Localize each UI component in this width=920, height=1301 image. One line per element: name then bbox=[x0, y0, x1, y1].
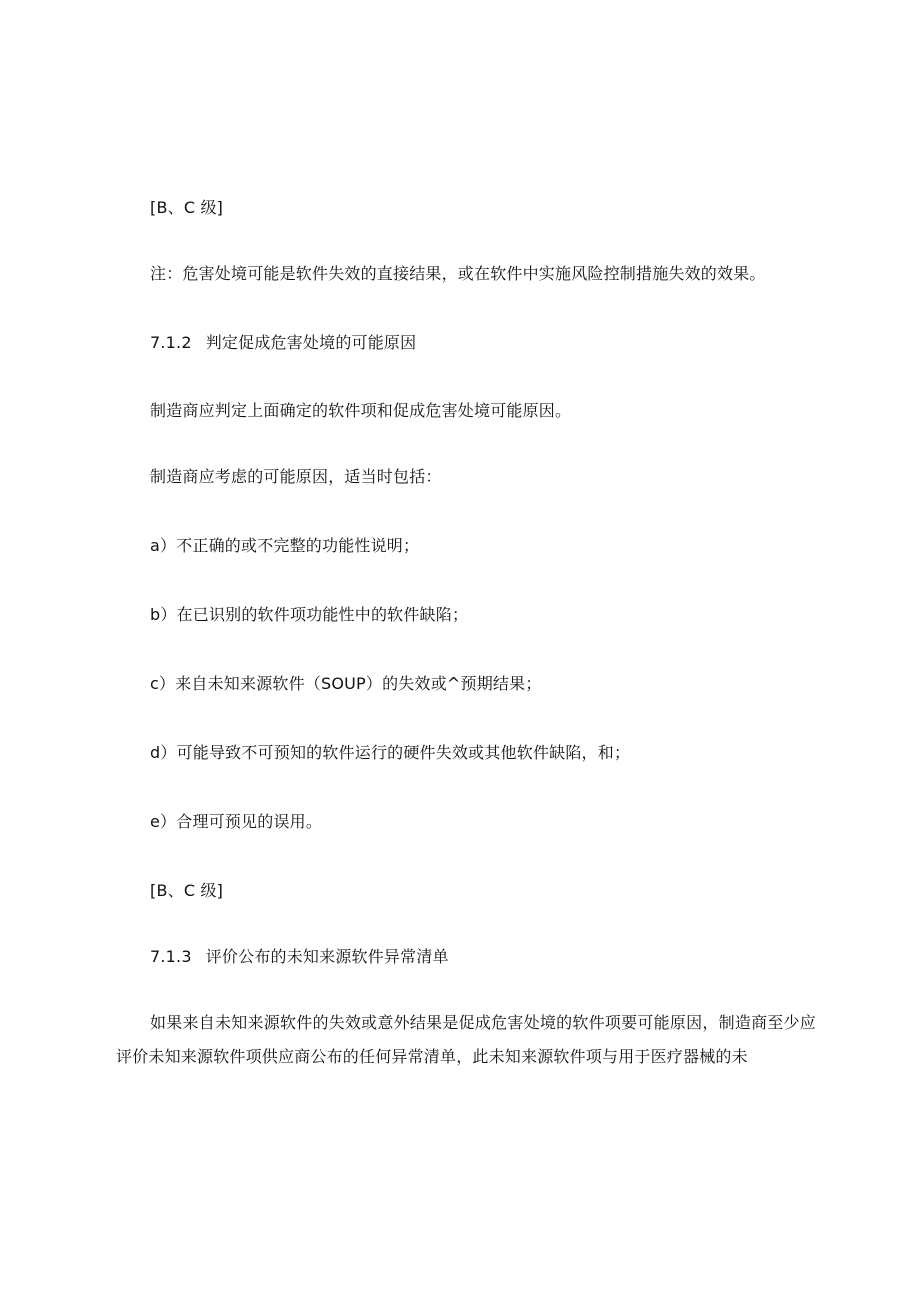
list-item: b）在已识别的软件项功能性中的软件缺陷； bbox=[150, 605, 469, 624]
section-heading-7-1-3 bbox=[150, 947, 449, 967]
grade-label: [B、C 级] bbox=[150, 881, 224, 900]
list-item: e）合理可预见的误用。 bbox=[150, 812, 323, 831]
list-item: c）来自未知来源软件（SOUP）的失效或^预期结果； bbox=[150, 674, 542, 693]
list-item: d）可能导致不可预知的软件运行的硬件失效或其他软件缺陷，和； bbox=[150, 743, 631, 762]
section-number: 7.1.3 bbox=[150, 947, 192, 966]
body-paragraph: 制造商应考虑的可能原因，适当时包括： bbox=[150, 467, 442, 486]
section-heading-7-1-2 bbox=[150, 333, 416, 353]
section-title: 判定促成危害处境的可能原因 bbox=[205, 333, 417, 352]
body-paragraph: 如果来自未知来源软件的失效或意外结果是促成危害处境的软件项要可能原因，制造商至少应评价未知来源软件项供应商公布的任何异常清单，此未知来源软件项与用于医疗器械的未 bbox=[116, 1013, 816, 1066]
list-item: a）不正确的或不完整的功能性说明； bbox=[150, 536, 420, 555]
grade-label: [B、C 级] bbox=[150, 198, 224, 217]
section-title: 评价公布的未知来源软件异常清单 bbox=[205, 947, 449, 966]
body-paragraph: 制造商应判定上面确定的软件项和促成危害处境可能原因。 bbox=[150, 401, 572, 420]
section-number: 7.1.2 bbox=[150, 333, 192, 352]
note-text: 注：危害处境可能是软件失效的直接结果，或在软件中实施风险控制措施失效的效果。 bbox=[150, 264, 766, 283]
